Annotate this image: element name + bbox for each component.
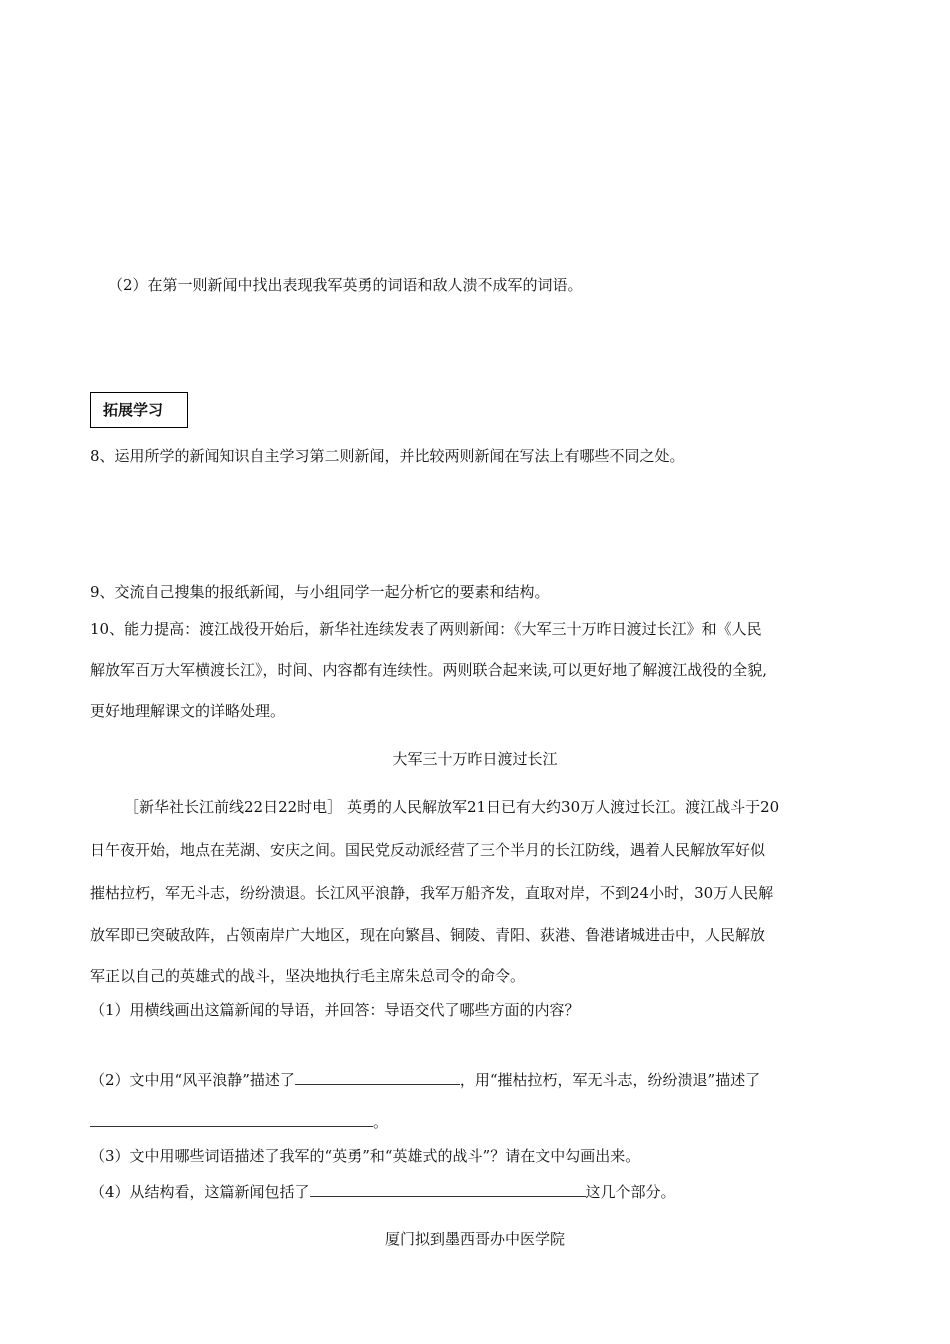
answer-blank[interactable] (295, 1070, 460, 1085)
sub-question-4-part-2: 这几个部分。 (585, 1183, 676, 1201)
sub-question-2-continued (90, 1112, 388, 1132)
article-1-line-2: 日午夜开始，地点在芜湖、安庆之间。国民党反动派经营了三个半月的长江防线，遇着人民解放军好似 (90, 841, 766, 859)
sub-question-2-end: 。 (373, 1113, 389, 1131)
sub-question-2-part-2: ，用“摧枯拉朽，军无斗志，纷纷溃退”描述了 (459, 1071, 761, 1089)
article-1-title: 大军三十万昨日渡过长江 (392, 750, 558, 768)
article-1-line-4: 放军即已突破敌阵，占领南岸广大地区，现在向繁昌、铜陵、青阳、荻港、鲁港诸城进击中，人民解放 (90, 926, 766, 944)
answer-blank[interactable] (90, 1112, 373, 1127)
question-10-line-2: 解放军百万大军横渡长江》，时间、内容都有连续性。两则联合起来读,可以更好地了解渡江战役的全貌, (90, 661, 768, 679)
sub-question-4-part-1: （4）从结构看，这篇新闻包括了 (90, 1183, 310, 1201)
article-1-line-5: 军正以自己的英雄式的战斗，坚决地执行毛主席朱总司令的命令。 (90, 967, 526, 985)
article-1-line-3: 摧枯拉朽，军无斗志，纷纷溃退。长江风平浪静，我军万船齐发，直取对岸，不到24小时，30万人民解 (90, 884, 774, 902)
sub-question-1: （1）用横线画出这篇新闻的导语，并回答：导语交代了哪些方面的内容？ (90, 1001, 580, 1019)
question-10-line-3: 更好地理解课文的详略处理。 (90, 702, 286, 720)
sub-question-2-part-1: （2）文中用“风平浪静”描述了 (90, 1071, 295, 1089)
sub-question-2 (90, 1070, 760, 1090)
question-8: 8、运用所学的新闻知识自主学习第二则新闻，并比较两则新闻在写法上有哪些不同之处。 (90, 447, 685, 465)
question-10-line-1: 10、能力提高：渡江战役开始后，新华社连续发表了两则新闻：《大军三十万昨日渡过长江》和《人民 (90, 620, 762, 638)
sub-question-4 (90, 1182, 676, 1202)
article-2-title: 厦门拟到墨西哥办中医学院 (384, 1230, 565, 1248)
sub-question-3: （3）文中用哪些词语描述了我军的“英勇”和“英雄式的战斗”？请在文中勾画出来。 (90, 1147, 641, 1165)
section-heading-box (90, 392, 188, 428)
article-1-line-1: ［新华社长江前线22日22时电］ 英勇的人民解放军21日已有大约30万人渡过长江。渡江战斗于20 (124, 798, 780, 816)
answer-blank[interactable] (310, 1182, 586, 1197)
question-9: 9、交流自己搜集的报纸新闻，与小组同学一起分析它的要素和结构。 (90, 583, 550, 601)
question-7-2: （2）在第一则新闻中找出表现我军英勇的词语和敌人溃不成军的词语。 (108, 276, 583, 294)
section-heading: 拓展学习 (103, 401, 164, 419)
